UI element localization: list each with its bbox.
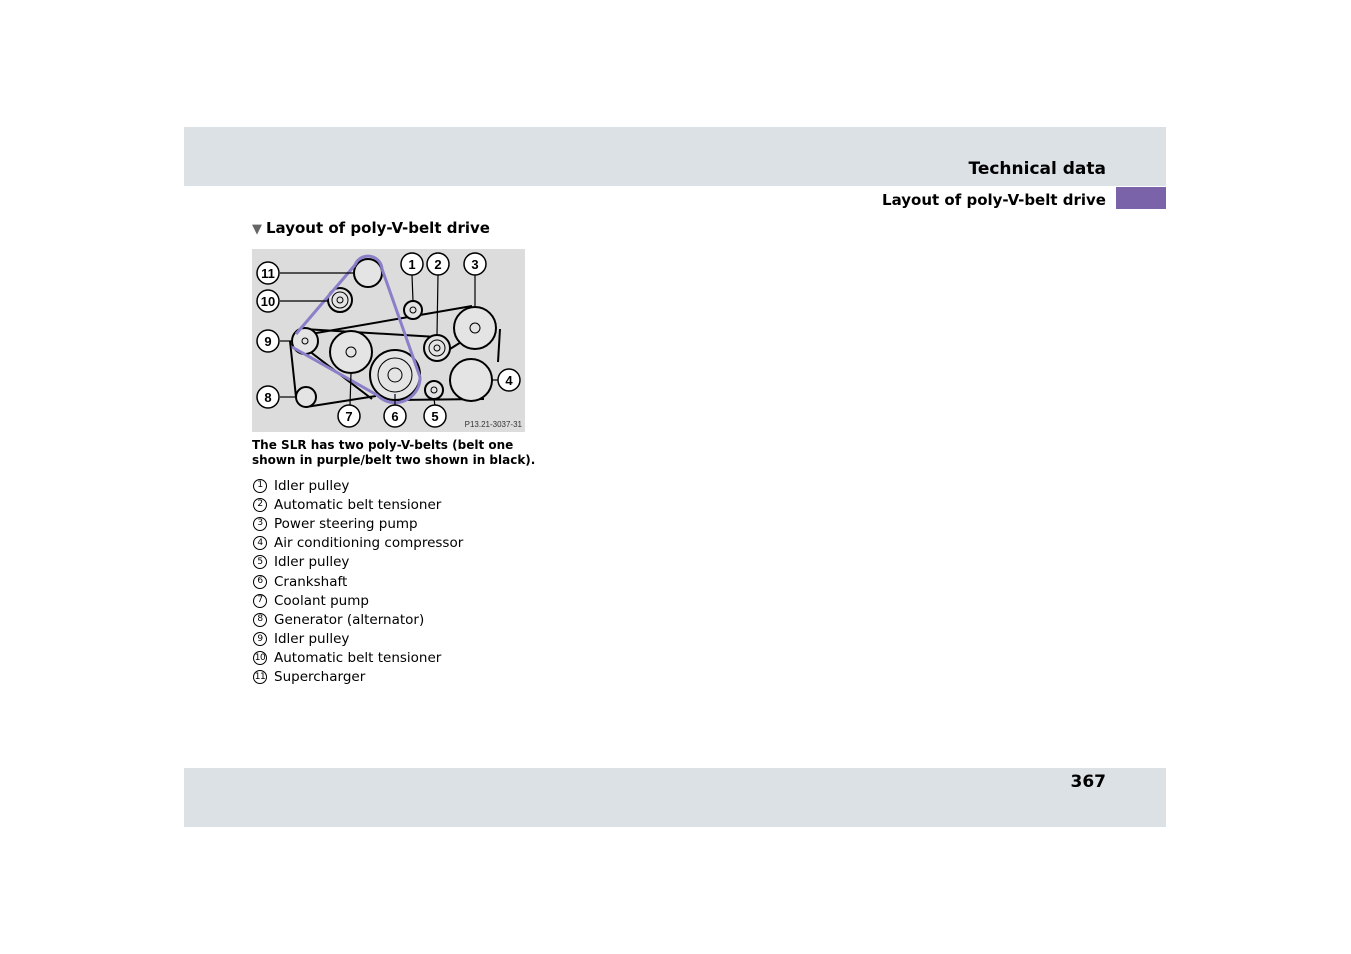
legend-number: 2 xyxy=(253,498,267,512)
legend-item xyxy=(253,668,463,687)
legend-number: 11 xyxy=(253,670,267,684)
legend-label: Supercharger xyxy=(274,669,366,686)
pulley-belt-tensioner-2 xyxy=(424,335,450,361)
pulley-coolant-pump xyxy=(330,331,372,373)
legend-label: Idler pulley xyxy=(274,631,350,648)
legend-number: 1 xyxy=(253,479,267,493)
legend-item xyxy=(253,572,463,591)
legend-item xyxy=(253,495,463,514)
callout-label-11: 11 xyxy=(261,266,275,281)
callout-label-7: 7 xyxy=(345,409,353,424)
sub-heading-text: Layout of poly-V-belt drive xyxy=(266,219,490,237)
legend-item xyxy=(253,476,463,495)
pulley-ac-compressor xyxy=(450,359,492,401)
chapter-title: Technical data xyxy=(968,159,1106,179)
legend-label: Crankshaft xyxy=(274,573,348,590)
callout-label-10: 10 xyxy=(260,294,276,309)
pulleys xyxy=(292,259,496,407)
figure-code: P13.21-3037-31 xyxy=(464,420,522,429)
legend-label: Automatic belt tensioner xyxy=(274,496,442,513)
legend-item xyxy=(253,591,463,610)
callout-label-5: 5 xyxy=(431,409,439,424)
legend-number: 5 xyxy=(253,555,267,569)
pulley-generator xyxy=(296,387,316,407)
legend-number: 9 xyxy=(253,632,267,646)
pulley-idler-5 xyxy=(425,381,443,399)
callout-label-4: 4 xyxy=(505,373,513,388)
legend-label: Generator (alternator) xyxy=(274,611,425,628)
page-number: 367 xyxy=(1070,772,1106,792)
legend-label: Air conditioning compressor xyxy=(274,535,464,552)
legend-number: 3 xyxy=(253,517,267,531)
legend-list xyxy=(253,476,463,687)
legend-number: 6 xyxy=(253,575,267,589)
footer-band xyxy=(184,768,1166,827)
pulley-supercharger xyxy=(354,259,382,287)
legend-label: Coolant pump xyxy=(274,592,369,609)
triangle-down-icon: ▼ xyxy=(252,222,262,237)
legend-number: 8 xyxy=(253,613,267,627)
callout-label-6: 6 xyxy=(391,409,399,424)
legend-number: 4 xyxy=(253,536,267,550)
pulley-power-steering xyxy=(454,307,496,349)
figure-caption: The SLR has two poly-V-belts (belt one shown in purple/belt two shown in black). xyxy=(252,438,536,467)
legend-item xyxy=(253,553,463,572)
legend-label: Idler pulley xyxy=(274,554,350,571)
legend-label: Automatic belt tensioner xyxy=(274,650,442,667)
legend-label: Power steering pump xyxy=(274,515,418,532)
legend-number: 7 xyxy=(253,594,267,608)
callout-label-3: 3 xyxy=(471,257,479,272)
legend-number: 10 xyxy=(253,651,267,665)
section-title: Layout of poly-V-belt drive xyxy=(882,191,1106,209)
callout-label-2: 2 xyxy=(434,257,442,272)
belt-drive-diagram xyxy=(252,249,525,432)
sub-heading xyxy=(252,219,490,237)
legend-label: Idler pulley xyxy=(274,477,350,494)
section-tab-marker xyxy=(1116,187,1166,209)
callout-label-9: 9 xyxy=(264,334,272,349)
legend-item xyxy=(253,514,463,533)
callout-label-1: 1 xyxy=(408,257,416,272)
legend-item xyxy=(253,649,463,668)
legend-item xyxy=(253,534,463,553)
legend-item xyxy=(253,630,463,649)
callout-label-8: 8 xyxy=(264,390,272,405)
pulley-idler-1 xyxy=(404,301,422,319)
legend-item xyxy=(253,610,463,629)
